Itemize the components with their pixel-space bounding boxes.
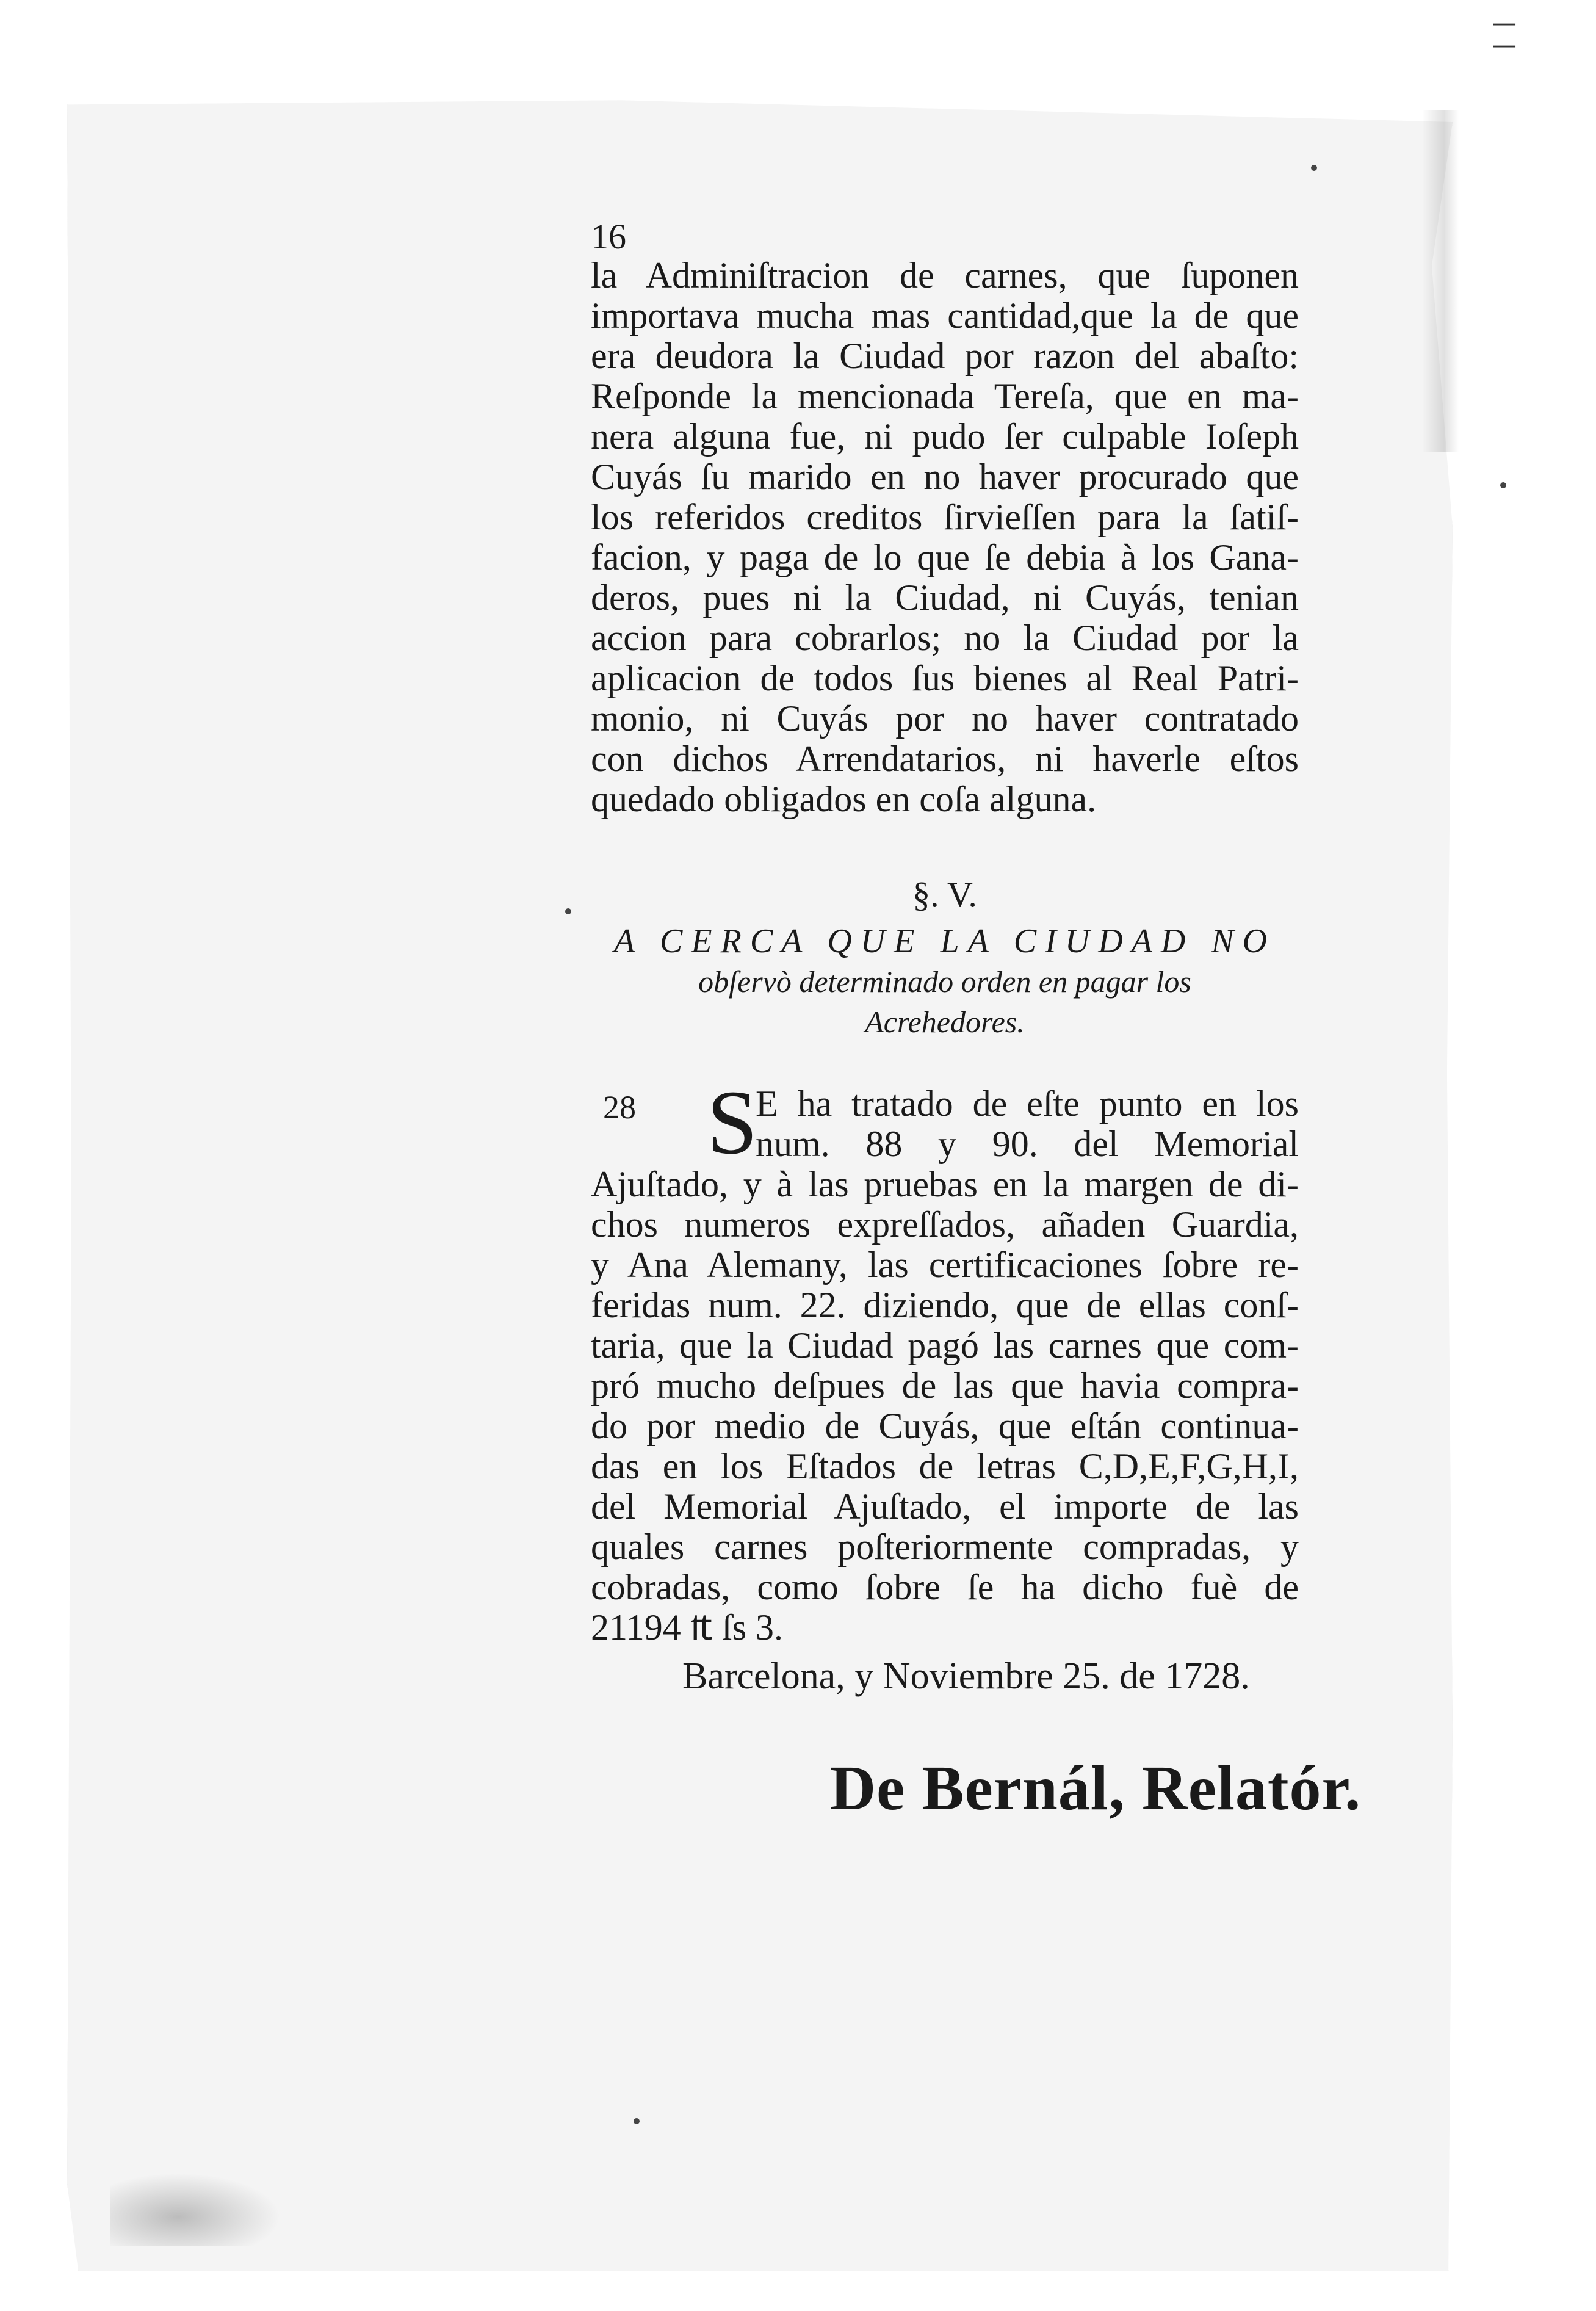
drop-cap: S (707, 1072, 758, 1173)
text-line: aplicacion de todos ſus bienes al Real Patri- (591, 658, 1299, 698)
text-line: del Memorial Ajuſtado, el importe de las (591, 1486, 1299, 1527)
signoff-line: Barcelona, y Noviembre 25. de 1728. (682, 1655, 1250, 1697)
dust-speck (1500, 482, 1506, 488)
text-line: importava mucha mas cantidad,que la de que (591, 295, 1299, 336)
section-title-line: A CERCA QUE LA CIUDAD NO (613, 922, 1276, 960)
section-title-line: Acrehedores. (865, 1005, 1025, 1039)
text-line: deros, pues ni la Ciudad, ni Cuyás, tenian (591, 577, 1299, 618)
text-line: feridas num. 22. diziendo, que de ellas conſ- (591, 1285, 1299, 1325)
text-line: Ajuſtado, y à las pruebas en la margen de di- (591, 1164, 1299, 1204)
text-line: das en los Eſtados de letras C,D,E,F,G,H,I, (591, 1446, 1299, 1486)
torn-page-edge (1422, 110, 1459, 452)
page-number: 16 (591, 217, 626, 256)
text-line: E ha tratado de eſte punto en los (756, 1083, 1299, 1124)
main-text-block (591, 219, 1299, 1698)
page-stain (110, 2173, 281, 2246)
paragraph-number: 28 (603, 1089, 636, 1126)
text-line: con dichos Arrendatarios, ni haverle eſtos (591, 739, 1299, 779)
text-line: nera alguna fue, ni pudo ſer culpable Ioſeph (591, 416, 1299, 457)
section-title-line: obſervò determinado orden en pagar los (698, 964, 1191, 999)
text-line: do por medio de Cuyás, que eſtán continua- (591, 1406, 1299, 1446)
text-line: pró mucho deſpues de las que havia compra- (591, 1365, 1299, 1406)
text-line: era deudora la Ciudad por razon del abaſto: (591, 336, 1299, 376)
text-line: Cuyás ſu marido en no haver procurado que (591, 457, 1299, 497)
corner-marks (1492, 9, 1517, 59)
signature: De Bernál, Relatór. (830, 1753, 1362, 1823)
paragraph-2 (591, 1072, 1299, 1698)
text-line: Reſponde la mencionada Tereſa, que en ma- (591, 376, 1299, 416)
text-line: monio, ni Cuyás por no haver contratado (591, 698, 1299, 739)
section-title (591, 921, 1299, 1042)
text-line: la Adminiſtracion de carnes, que ſuponen (591, 255, 1299, 295)
text-line: los referidos creditos ſirvieſſen para la ſatiſ- (591, 497, 1299, 537)
text-line: y Ana Alemany, las certificaciones ſobre re- (591, 1245, 1299, 1285)
paragraph-1 (591, 255, 1299, 819)
dust-speck (634, 2118, 640, 2124)
text-line: taria, que la Ciudad pagó las carnes que com- (591, 1325, 1299, 1365)
text-line: 21194 ₶ ſs 3. (591, 1607, 784, 1647)
text-line: cobradas, como ſobre ſe ha dicho fuè de (591, 1567, 1299, 1607)
paragraph-2-text (591, 1083, 1299, 1647)
text-line: num. 88 y 90. del Memorial (756, 1124, 1299, 1164)
text-line: chos numeros expreſſados, añaden Guardia, (591, 1204, 1299, 1245)
corner-mark: — (1492, 9, 1517, 37)
dust-speck (1311, 165, 1317, 171)
text-line: facion, y paga de lo que ſe debia à los Gana- (591, 537, 1299, 577)
section-mark: §. V. (912, 875, 977, 914)
text-line: quales carnes poſteriormente compradas, y (591, 1527, 1299, 1567)
corner-mark: — (1492, 31, 1517, 59)
text-line: accion para cobrarlos; no la Ciudad por la (591, 618, 1299, 658)
dust-speck (565, 908, 571, 914)
text-line: quedado obligados en coſa alguna. (591, 779, 1097, 819)
